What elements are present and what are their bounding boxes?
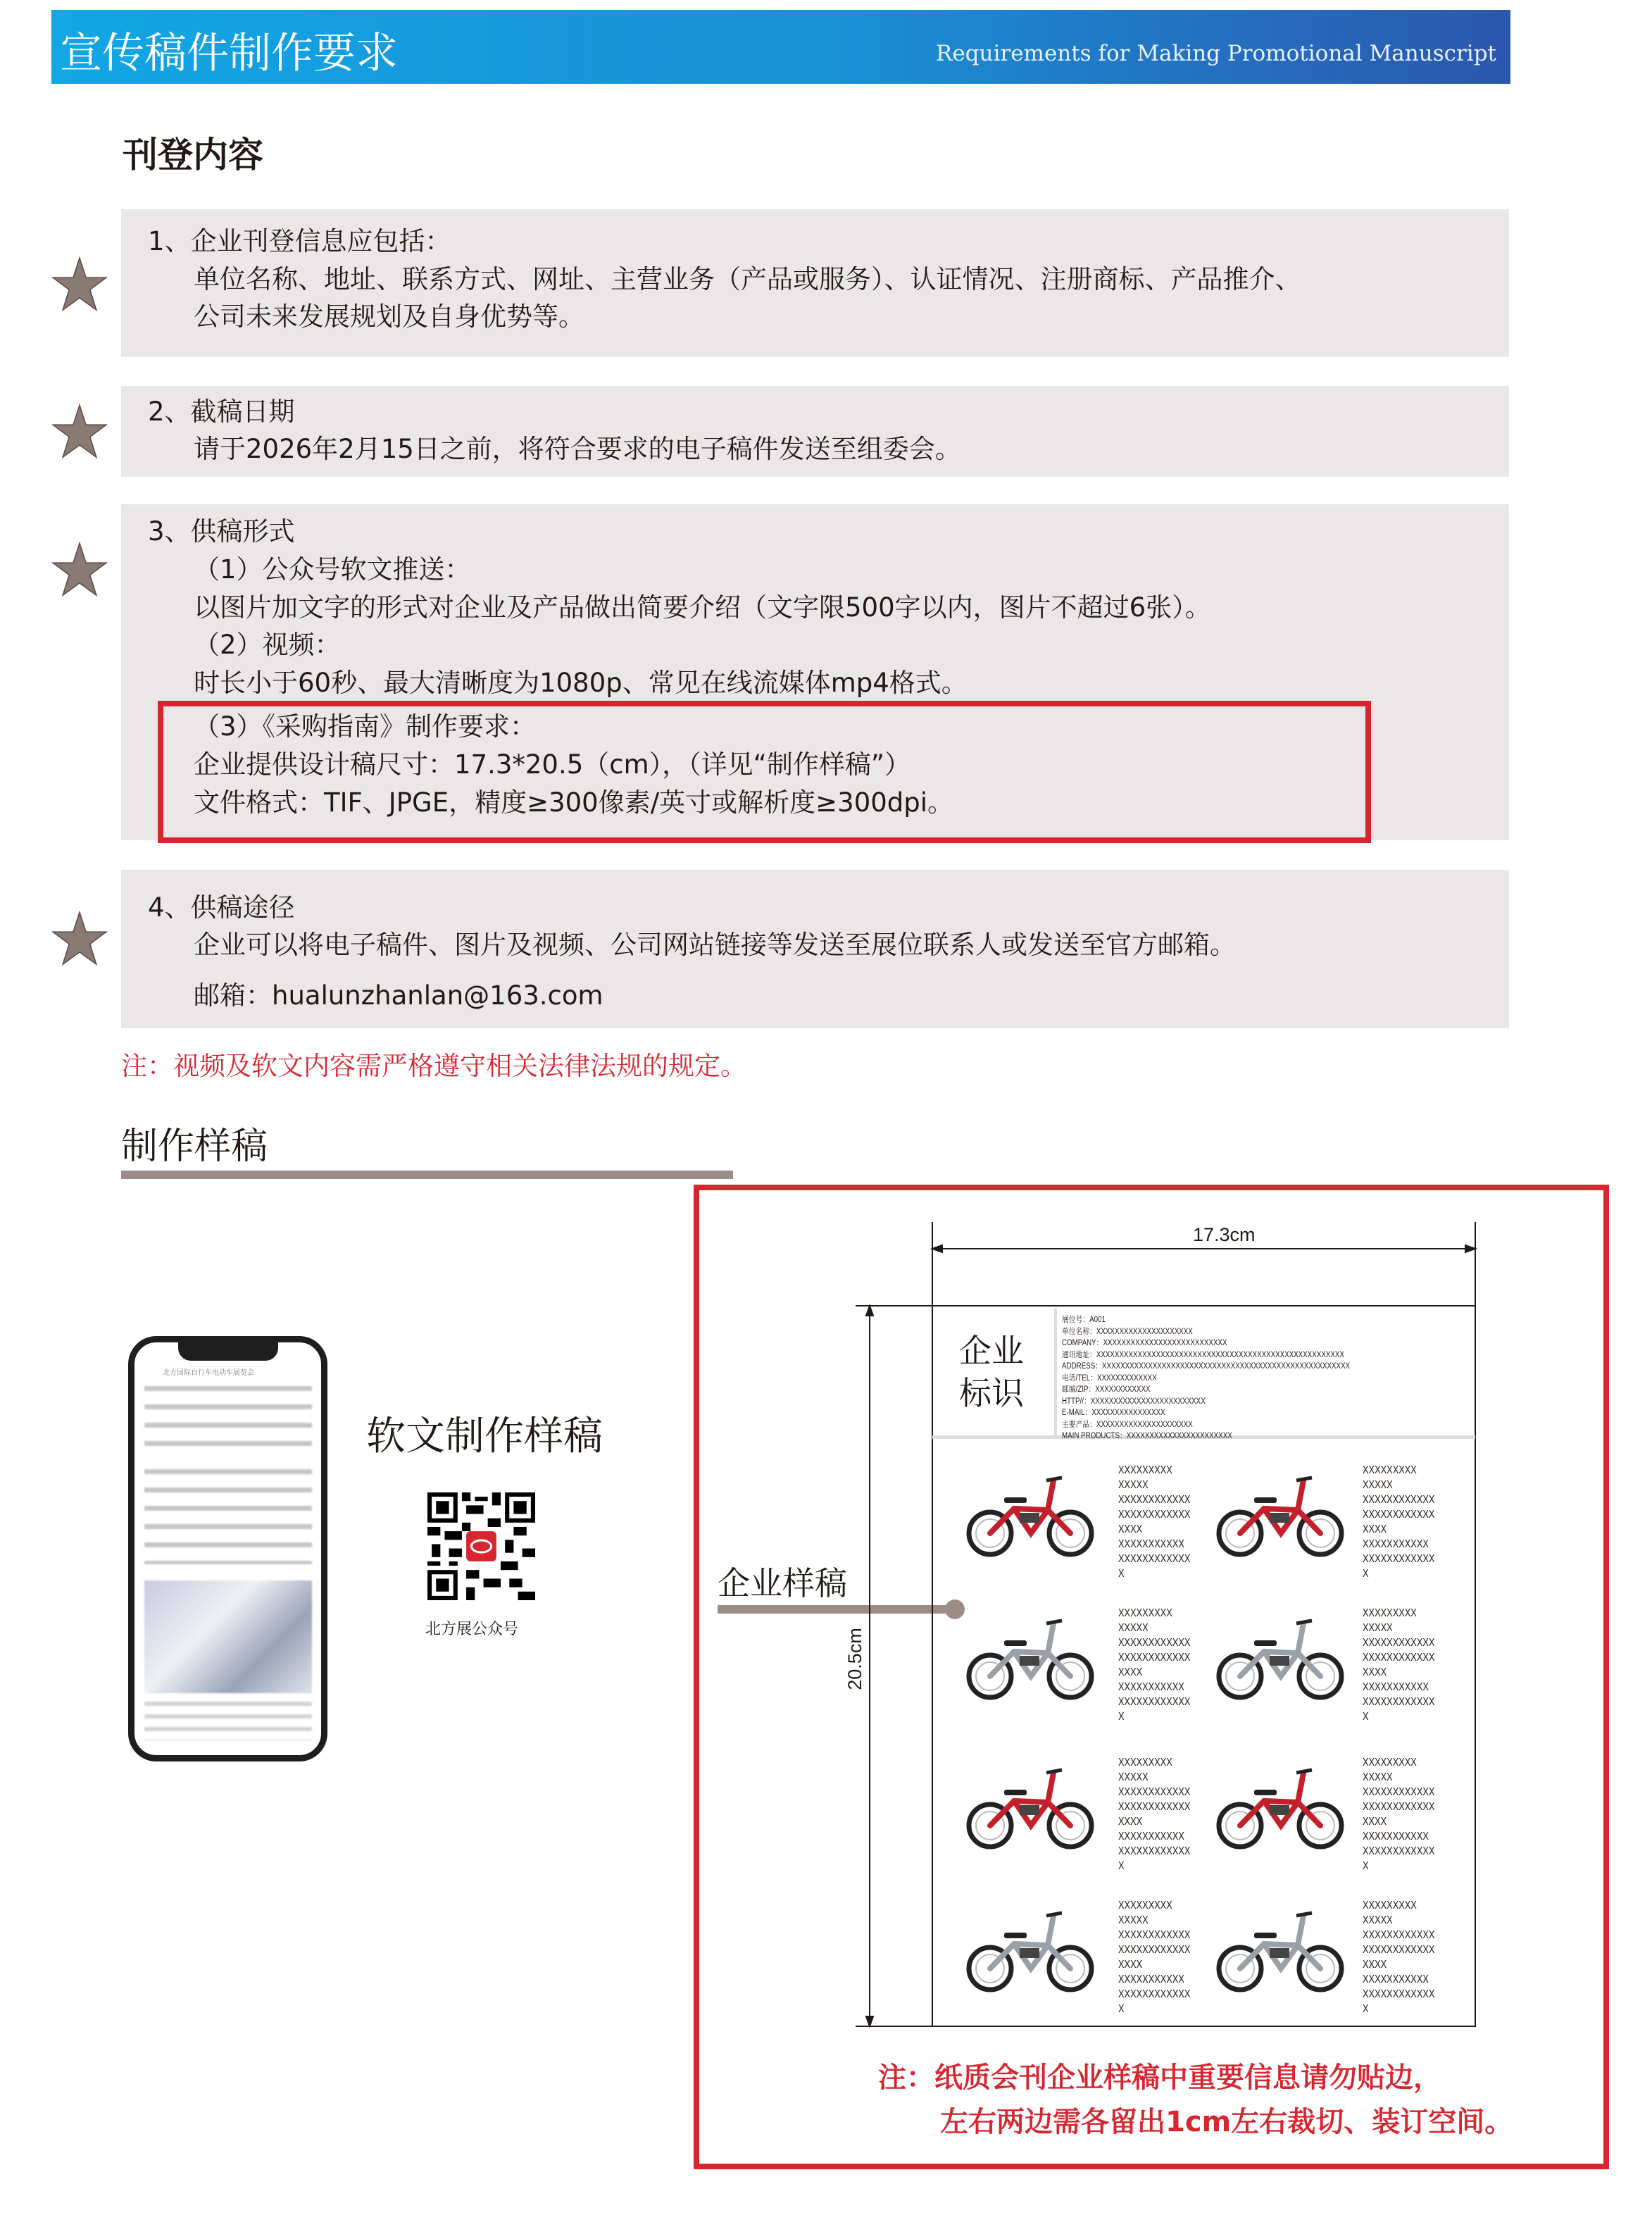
item-heading: 4、供稿途径 <box>148 892 295 923</box>
logo-text: 标识 <box>959 1374 1024 1412</box>
logo-text: 企业 <box>959 1332 1024 1370</box>
star-icon <box>51 403 108 461</box>
item-text: 以图片加文字的形式对企业及产品做出简要介绍（文字限500字以内，图片不超过6张）。 <box>194 592 1211 623</box>
bicycle-image <box>963 1902 1097 1993</box>
phone-mockup <box>128 1336 327 1761</box>
product-text: XXXXXXXXX XXXXX XXXXXXXXXXXX XXXXXXXXXXXX XXXX XXXXXXXXXXX XXXXXXXXXXXX X <box>1118 1757 1191 1872</box>
bicycle-image <box>1213 1902 1347 1993</box>
item-heading: 3、供稿形式 <box>148 516 295 547</box>
bicycle-image <box>1213 1609 1347 1701</box>
bicycle-image <box>963 1759 1097 1850</box>
item-text: 企业可以将电子稿件、图片及视频、公司网站链接等发送至展位联系人或发送至官方邮箱。 <box>194 930 1236 960</box>
company-logo-placeholder <box>959 1330 1024 1414</box>
blurred-text <box>144 1469 312 1564</box>
product-text: XXXXXXXXX XXXXX XXXXXXXXXXXX XXXXXXXXXXXX XXXX XXXXXXXXXXX XXXXXXXXXXXX X <box>1363 1900 1435 2015</box>
company-info <box>1062 1314 1350 1442</box>
item-box-1 <box>121 209 1509 357</box>
item-heading: 1、企业刊登信息应包括： <box>148 226 451 256</box>
phone-notch <box>178 1341 278 1361</box>
info-line: 主要产品：XXXXXXXXXXXXXXXXXXXXX <box>1062 1420 1193 1429</box>
product-text: XXXXXXXXX XXXXX XXXXXXXXXXXX XXXXXXXXXXXX XXXX XXXXXXXXXXX XXXXXXXXXXXX X <box>1118 1607 1191 1723</box>
width-dimension: 17.3cm <box>1193 1224 1256 1245</box>
info-line: HTTP//：XXXXXXXXXXXXXXXXXXXXXXXXX <box>1062 1397 1206 1406</box>
item-text: （2）视频： <box>194 630 341 660</box>
product-text: XXXXXXXXX XXXXX XXXXXXXXXXXX XXXXXXXXXXXX XXXX XXXXXXXXXXX XXXXXXXXXXXX X <box>1363 1464 1435 1580</box>
star-icon <box>51 256 108 313</box>
item-text: 企业提供设计稿尺寸：17.3*20.5（cm），（详见“制作样稿”） <box>194 749 911 780</box>
bicycle-image <box>1213 1759 1347 1850</box>
highlight-frame <box>158 701 1371 843</box>
article-photo <box>144 1580 312 1693</box>
height-dimension: 20.5cm <box>844 1628 865 1690</box>
blurred-text <box>144 1702 312 1740</box>
email-text: 邮箱：hualunzhanlan@163.com <box>194 980 603 1011</box>
section-title-content: 刊登内容 <box>123 135 263 175</box>
info-line: 单位名称：XXXXXXXXXXXXXXXXXXXXX <box>1062 1327 1193 1336</box>
item-box-2 <box>121 386 1509 477</box>
bicycle-image <box>963 1609 1097 1701</box>
product-text: XXXXXXXXX XXXXX XXXXXXXXXXXX XXXXXXXXXXXX XXXX XXXXXXXXXXX XXXXXXXXXXXX X <box>1118 1464 1191 1580</box>
star-icon <box>51 541 108 599</box>
info-line: 展位号：A001 <box>1062 1316 1106 1324</box>
softarticle-label: 软文制作样稿 <box>366 1414 603 1459</box>
section-title-sample: 制作样稿 <box>121 1125 268 1168</box>
section-divider <box>121 1171 733 1179</box>
header-title: 宣传稿件制作要求 <box>60 29 398 78</box>
phone-article-title: 北方国际自行车电动车展览会 <box>163 1369 254 1377</box>
product-text: XXXXXXXXX XXXXX XXXXXXXXXXXX XXXXXXXXXXXX XXXX XXXXXXXXXXX XXXXXXXXXXXX X <box>1363 1607 1435 1723</box>
item-heading: 2、截稿日期 <box>148 397 295 427</box>
product-text: XXXXXXXXX XXXXX XXXXXXXXXXXX XXXXXXXXXXXX XXXX XXXXXXXXXXX XXXXXXXXXXXX X <box>1118 1900 1191 2015</box>
info-line: 邮编/ZIP：XXXXXXXXXXXX <box>1062 1385 1151 1394</box>
item-text: 单位名称、地址、联系方式、网址、主营业务（产品或服务）、认证情况、注册商标、产品推介、 <box>194 264 1301 294</box>
header-subtitle: Requirements for Making Promotional Manuscript <box>935 41 1496 66</box>
item-text: 请于2026年2月15日之前，将符合要求的电子稿件发送至组委会。 <box>194 434 961 464</box>
info-line: 电话/TEL：XXXXXXXXXXXXX <box>1062 1373 1157 1383</box>
qr-caption: 北方展公众号 <box>425 1621 519 1638</box>
sample-label: 企业样稿 <box>718 1564 847 1602</box>
info-line: E-MAIL：XXXXXXXXXXXXXXXX <box>1062 1409 1165 1417</box>
blurred-text <box>144 1386 312 1449</box>
star-icon <box>51 910 108 968</box>
item-text: （3）《采购指南》制作要求： <box>194 711 537 742</box>
item-text: （1）公众号软文推送： <box>194 554 471 585</box>
item-box-4 <box>121 870 1509 1028</box>
sample-note-2: 左右两边需各留出1cm左右裁切、装订空间。 <box>940 2106 1513 2138</box>
info-line: MAIN PRODUCTS：XXXXXXXXXXXXXXXXXXXXXXX <box>1062 1432 1232 1440</box>
info-line: COMPANY：XXXXXXXXXXXXXXXXXXXXXXXXXXX <box>1062 1339 1227 1347</box>
page-header <box>51 10 1510 84</box>
product-text: XXXXXXXXX XXXXX XXXXXXXXXXXX XXXXXXXXXXXX XXXX XXXXXXXXXXX XXXXXXXXXXXX X <box>1363 1757 1435 1872</box>
sample-note-1: 注：纸质会刊企业样稿中重要信息请勿贴边， <box>878 2062 1441 2094</box>
qr-code-icon[interactable] <box>427 1492 535 1600</box>
item-text: 时长小于60秒、最大清晰度为1080p、常见在线流媒体mp4格式。 <box>194 668 968 698</box>
item-text: 公司未来发展规划及自身优势等。 <box>194 301 584 332</box>
info-line: ADDRESS：XXXXXXXXXXXXXXXXXXXXXXXXXXXXXXXXXXXXXXXXXXXXXXXXXXXXXX <box>1062 1362 1351 1371</box>
item-text: 文件格式：TIF、JPGE，精度≥300像素/英寸或解析度≥300dpi。 <box>194 787 954 818</box>
info-line: 通讯地址：XXXXXXXXXXXXXXXXXXXXXXXXXXXXXXXXXXXXXXXXXXXXXXXXXXXXXX <box>1062 1350 1344 1359</box>
bicycle-image <box>963 1466 1097 1558</box>
legal-note: 注：视频及软文内容需严格遵守相关法律法规的规定。 <box>121 1051 746 1081</box>
bicycle-image <box>1213 1466 1347 1558</box>
